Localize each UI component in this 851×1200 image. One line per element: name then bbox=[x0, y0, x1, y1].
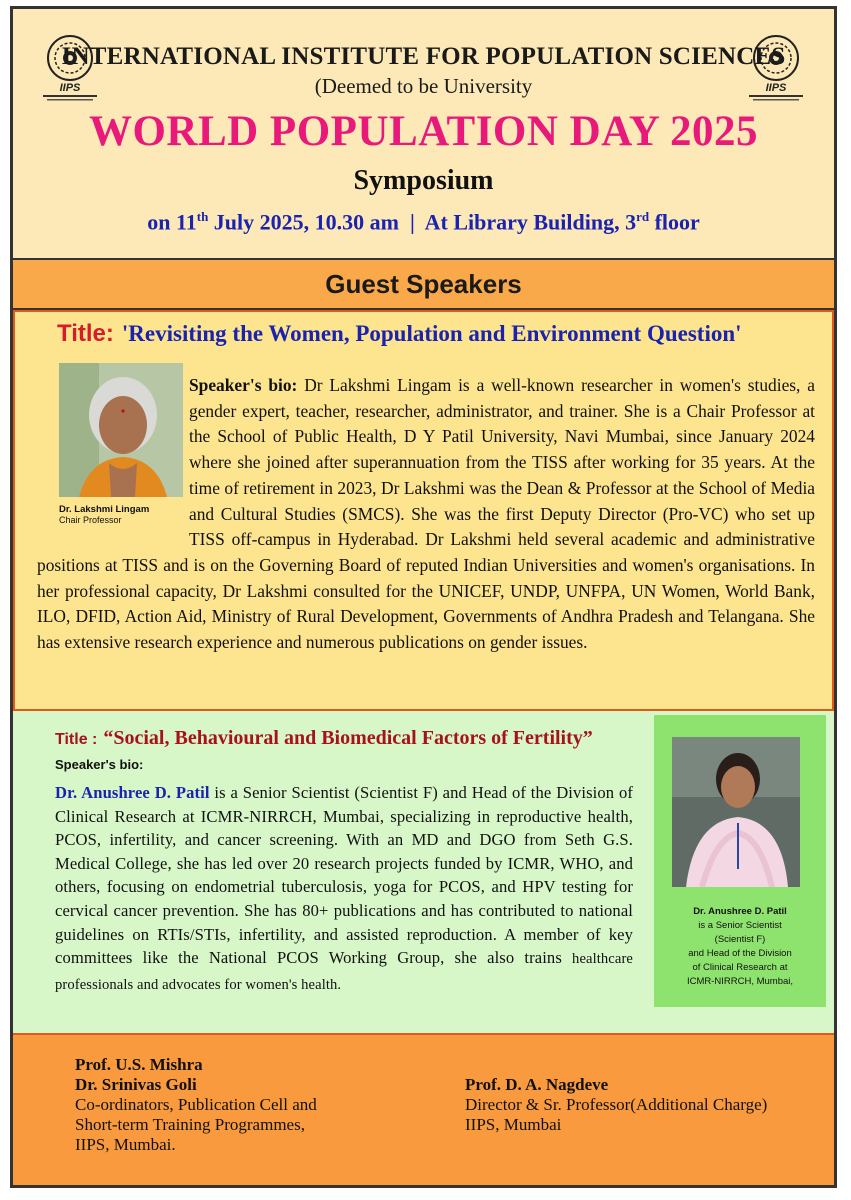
coordinator-2: Dr. Srinivas Goli bbox=[75, 1075, 197, 1094]
speaker2-title bbox=[55, 727, 593, 750]
speaker2-caption bbox=[654, 905, 826, 989]
speaker1-bio-label: Speaker's bio: bbox=[189, 375, 298, 395]
speaker2-title-label: Title : bbox=[55, 731, 98, 748]
date-prefix: on 11 bbox=[147, 209, 197, 235]
speaker2-section bbox=[13, 711, 834, 1035]
speaker1-title bbox=[57, 320, 742, 348]
floor-word: floor bbox=[649, 209, 700, 235]
date-rest: July 2025, 10.30 am | At Library Building, 3 bbox=[208, 209, 637, 235]
director-name: Prof. D. A. Nagdeve bbox=[465, 1075, 609, 1094]
speaker2-caption-line5: ICMR-NIRRCH, Mumbai, bbox=[686, 976, 794, 987]
speaker2-bio-text: is a Senior Scientist (Scientist F) and Head of the Division of Clinical Research at ICMR-NIRRCH, Mumbai, specializing in reproductive health, PCOS, infertility, and cancer screening. With an MD and DGO from Seth G.S. Medical College, she has led over 20 research projects funded by ICMR, WHO, and others, focusing on endometrial tuberculosis, yoga for PCOS, and HPV testing for cervical cancer prevention. She has 80+ publications and has contributed to national guidelines on RTIs/STIs, infertility, and assisted reproduction. A member of key committees like the National PCOS Working Group, she also trains bbox=[55, 783, 634, 968]
speaker1-bio-text: Dr Lakshmi Lingam is a well-known researcher in women's studies, a gender expert, teacher, researcher, administrator, and trainer. She is a Chair Professor at the School of Public Health, D Y Patil University, Navi Mumbai, since January 2024 where she joined after superannuation from the TISS after working for 35 years. At the time of retirement in 2023, Dr Lakshmi was the Dean & Professor at the School of Media and Cultural Studies (SMCS). She was the first Deputy Director (Pro-VC) who set up TISS off-campus in Hyderabad. Dr Lakshmi held several academic and administrative positions at TISS and is on the Governing Board of reputed Indian Universities and women's organisations. In her professional capacity, Dr Lakshmi consulted for the UNICEF, UNDP, UNFPA, UN Women, World Bank, ILO, DFID, Action Aid, Ministry of Rural Development, Governments of Andhra Pradesh and Telangana. She has extensive research experience and numerous publications on gender issues. bbox=[37, 375, 815, 653]
poster-footer bbox=[13, 1035, 834, 1185]
coordinator-role-2: Short-term Training Programmes, bbox=[75, 1115, 305, 1134]
event-subtitle: Symposium bbox=[353, 165, 494, 196]
guest-speakers-bar bbox=[13, 258, 834, 310]
coordinator-1: Prof. U.S. Mishra bbox=[75, 1055, 203, 1074]
director-role-1: Director & Sr. Professor(Additional Charge) bbox=[465, 1095, 768, 1114]
speaker2-portrait bbox=[672, 737, 800, 887]
speaker2-photo bbox=[672, 737, 800, 887]
speaker2-bio bbox=[55, 781, 633, 997]
coordinator-role-1: Co-ordinators, Publication Cell and bbox=[75, 1095, 317, 1114]
speaker2-caption-line2: (Scientist F) bbox=[714, 934, 766, 945]
speaker2-title-text: “Social, Behavioural and Biomedical Factors of Fertility” bbox=[103, 727, 593, 749]
speaker1-caption-name: Dr. Lakshmi Lingam bbox=[59, 504, 150, 515]
speaker1-section bbox=[13, 310, 834, 711]
speaker2-bio-label: Speaker's bio: bbox=[55, 757, 144, 772]
director-block bbox=[465, 1075, 767, 1135]
speaker1-title-text: 'Revisiting the Women, Population and Environment Question' bbox=[121, 321, 742, 346]
poster-frame bbox=[10, 6, 837, 1188]
floor-sup: rd bbox=[636, 209, 650, 224]
coordinator-role-3: IIPS, Mumbai. bbox=[75, 1135, 176, 1154]
date-sup: th bbox=[196, 209, 209, 224]
speaker2-caption-line1: is a Senior Scientist bbox=[698, 920, 782, 931]
speaker1-caption-role: Chair Professor bbox=[59, 515, 122, 525]
speaker2-name: Dr. Anushree D. Patil bbox=[55, 783, 210, 802]
poster-header bbox=[13, 9, 834, 258]
institute-name: INTERNATIONAL INSTITUTE FOR POPULATION SCIENCES bbox=[61, 43, 786, 70]
logo-text-right: IIPS bbox=[765, 82, 787, 94]
director-role-2: IIPS, Mumbai bbox=[465, 1115, 562, 1134]
speaker2-photo-panel bbox=[654, 715, 826, 1007]
speaker2-caption-line3: and Head of the Division bbox=[688, 948, 792, 959]
speaker1-photo bbox=[59, 363, 183, 497]
event-title: WORLD POPULATION DAY 2025 bbox=[88, 108, 759, 155]
deemed-university: (Deemed to be University bbox=[314, 74, 533, 98]
logo-text-left: IIPS bbox=[59, 82, 81, 94]
speaker1-portrait bbox=[59, 363, 183, 497]
speaker1-caption bbox=[59, 504, 149, 526]
date-venue-line bbox=[13, 209, 834, 235]
speaker2-bio-tail: healthcare professionals and advocates for women's health. bbox=[55, 951, 633, 993]
guest-speakers-label: Guest Speakers bbox=[325, 269, 522, 299]
speaker2-caption-line4: of Clinical Research at bbox=[692, 962, 788, 973]
speaker1-title-label: Title: bbox=[57, 320, 114, 347]
speaker2-caption-name: Dr. Anushree D. Patil bbox=[693, 906, 787, 917]
coordinators-block bbox=[75, 1055, 317, 1155]
